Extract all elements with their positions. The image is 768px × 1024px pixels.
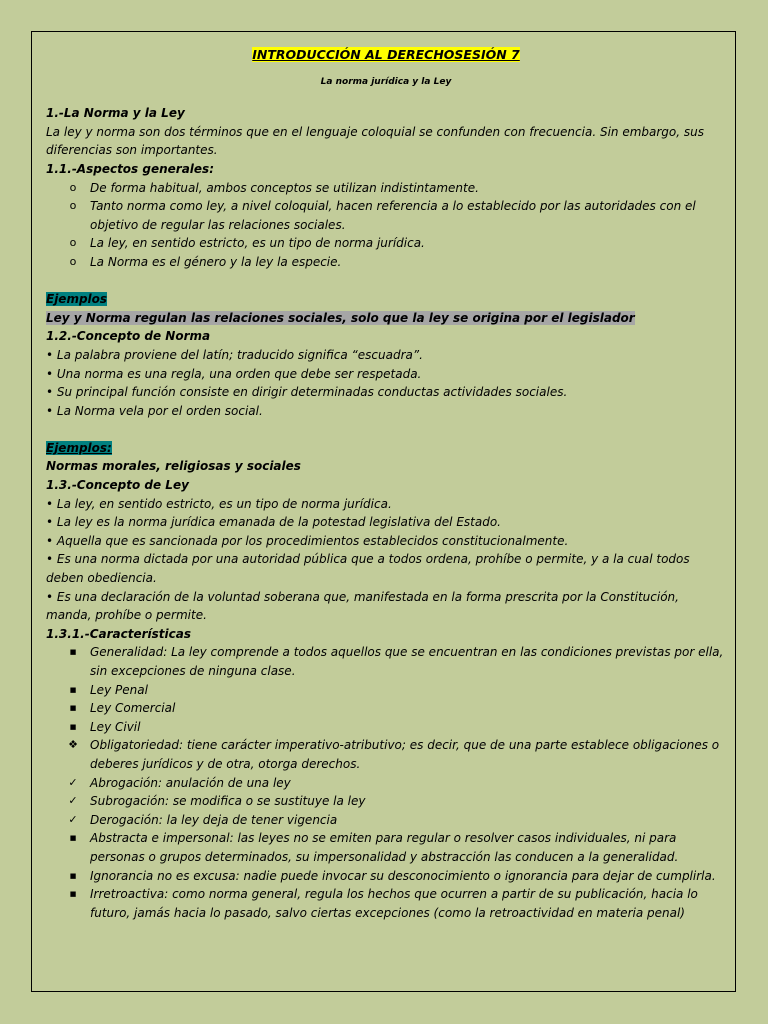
square-bullet-icon: ■	[69, 648, 77, 657]
norma-bullet: • Una norma es una regla, una orden que debe ser respetada.	[46, 366, 422, 381]
circle-bullet-icon: o	[69, 199, 77, 213]
list-item: o Tanto norma como ley, a nivel coloquial, hacen referencia a lo establecido por las autoridades con el objetivo de regular las relaciones sociales.	[46, 197, 726, 234]
circle-bullet-icon: o	[69, 236, 77, 250]
check-bullet-icon: ✓	[68, 812, 78, 826]
ley-bullet: • La ley es la norma jurídica emanada de la potestad legislativa del Estado.	[46, 515, 501, 530]
list-item: ✓ Subrogación: se modifica o se sustituye la ley	[46, 792, 726, 811]
diamond-bullet-icon: ❖	[68, 738, 78, 752]
list-item: ■ Ley Comercial	[46, 699, 726, 718]
section-1-intro: La ley y norma son dos términos que en el lenguaje coloquial se confunden con frecuencia. Sin embargo, sus diferencias son importantes.	[46, 124, 704, 158]
square-bullet-icon: ■	[69, 722, 77, 731]
square-bullet-icon: ■	[69, 685, 77, 694]
check-bullet-icon: ✓	[68, 775, 78, 789]
document-title: INTRODUCCIÓN AL DERECHOSESIÓN 7	[252, 47, 520, 62]
example-text-1: Ley y Norma regulan las relaciones sociales, solo que la ley se origina por el legislador	[46, 310, 635, 325]
norma-bullet: • Su principal función consiste en dirigir determinadas conductas actividades sociales.	[46, 385, 568, 400]
ley-bullet: • Es una norma dictada por una autoridad pública que a todos ordena, prohíbe o permite, y a la cual todos deben obediencia.	[46, 552, 690, 586]
norma-bullet: • La palabra proviene del latín; traducido significa “escuadra”.	[46, 347, 423, 362]
square-bullet-icon: ■	[69, 704, 77, 713]
ley-bullet: • La ley, en sentido estricto, es un tipo de norma jurídica.	[46, 496, 392, 511]
document-subtitle: La norma jurídica y la Ley	[320, 76, 452, 87]
norma-bullet: • La Norma vela por el orden social.	[46, 403, 263, 418]
circle-bullet-icon: o	[69, 254, 77, 268]
section-heading-1-1: 1.1.-Aspectos generales:	[46, 161, 214, 176]
list-item: ✓ Abrogación: anulación de una ley	[46, 774, 726, 793]
list-item: ■ Ley Civil	[46, 718, 726, 737]
example-label-2: Ejemplos:	[46, 440, 112, 455]
list-item: ✓ Derogación: la ley deja de tener vigencia	[46, 811, 726, 830]
check-bullet-icon: ✓	[68, 794, 78, 808]
list-item: o De forma habitual, ambos conceptos se utilizan indistintamente.	[46, 179, 726, 198]
list-item: ■ Generalidad: La ley comprende a todos aquellos que se encuentran en las condiciones previstas por ella, sin excepciones de ninguna clase.	[46, 643, 726, 680]
square-bullet-icon: ■	[69, 834, 77, 843]
square-bullet-icon: ■	[69, 871, 77, 880]
circle-bullet-icon: o	[69, 180, 77, 194]
list-item: o La Norma es el género y la ley la especie.	[46, 253, 726, 272]
list-item: ❖ Obligatoriedad: tiene carácter imperativo-atributivo; es decir, que de una parte establece obligaciones o deberes jurídicos y de otra, otorga derechos.	[46, 736, 726, 773]
list-item: ■ Ley Penal	[46, 681, 726, 700]
ley-bullet: • Es una declaración de la voluntad soberana que, manifestada en la forma prescrita por la Constitución, manda, prohíbe o permite.	[46, 589, 679, 623]
example-text-2: Normas morales, religiosas y sociales	[46, 459, 301, 474]
square-bullet-icon: ■	[69, 890, 77, 899]
ley-bullet: • Aquella que es sancionada por los procedimientos establecidos constitucionalmente.	[46, 533, 569, 548]
list-item: ■ Irretroactiva: como norma general, regula los hechos que ocurren a partir de su publicación, hacia lo futuro, jamás hacia lo pasado, salvo ciertas excepciones (como la retroactividad en materia penal)	[46, 885, 726, 922]
aspects-list	[46, 179, 726, 272]
section-heading-1-3: 1.3.-Concepto de Ley	[46, 478, 189, 493]
example-label-1: Ejemplos	[46, 292, 108, 307]
document-content	[46, 46, 726, 922]
section-heading-1-3-1: 1.3.1.-Características	[46, 626, 191, 641]
section-heading-1: 1.-La Norma y la Ley	[46, 106, 185, 121]
list-item: o La ley, en sentido estricto, es un tipo de norma jurídica.	[46, 234, 726, 253]
list-item: ■ Abstracta e impersonal: las leyes no se emiten para regular o resolver casos individuales, ni para personas o grupos determinados, su impersonalidad y abstracción las conducen a la generalidad.	[46, 829, 726, 866]
list-item: ■ Ignorancia no es excusa: nadie puede invocar su desconocimiento o ignorancia para dejar de cumplirla.	[46, 867, 726, 886]
characteristics-list	[46, 643, 726, 922]
section-heading-1-2: 1.2.-Concepto de Norma	[46, 329, 211, 344]
